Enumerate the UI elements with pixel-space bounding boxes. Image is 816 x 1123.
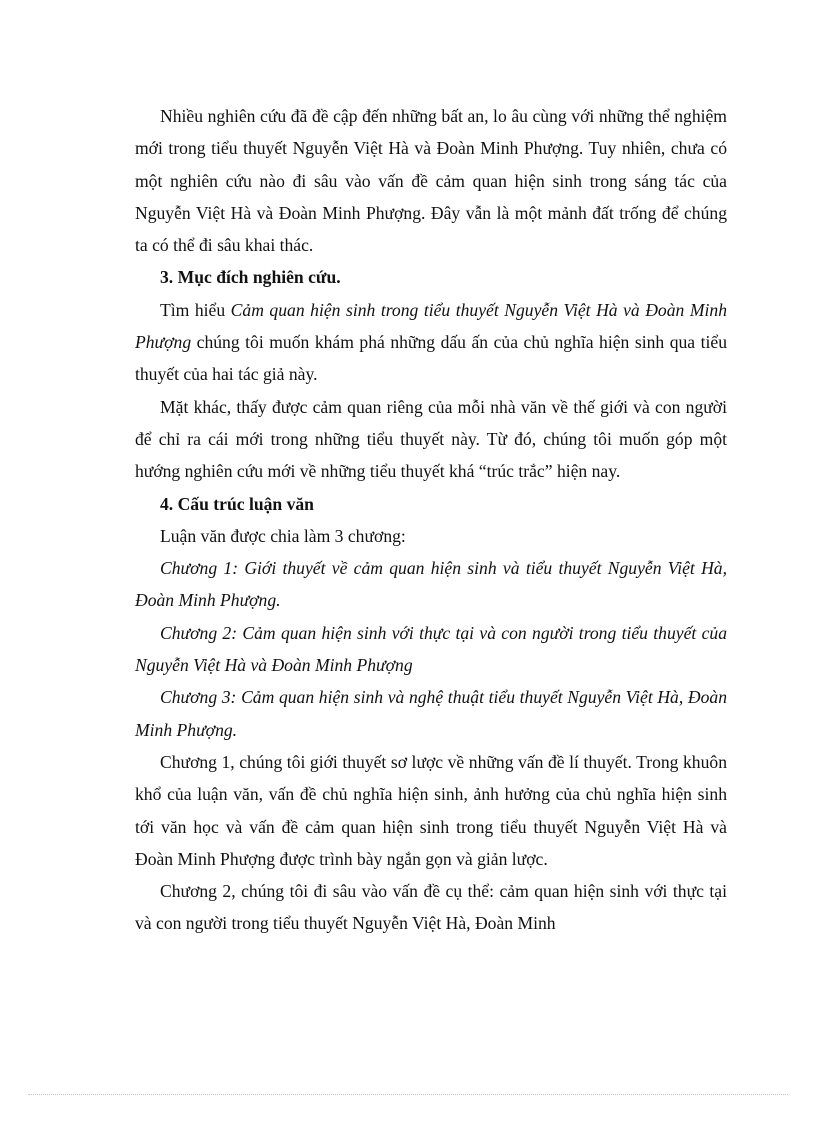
chapter-3-title: Chương 3: Cảm quan hiện sinh và nghệ thuật tiểu thuyết Nguyễn Việt Hà, Đoàn Minh Phượng. [135,687,727,740]
document-page [135,100,727,940]
page-bottom-divider [28,1094,788,1095]
paragraph-research-gap: Nhiều nghiên cứu đã đề cập đến những bất an, lo âu cùng với những thể nghiệm mới trong tiểu thuyết Nguyễn Việt Hà và Đoàn Minh Phượng. Tuy nhiên, chưa có một nghiên cứu nào đi sâu vào vấn đề cảm quan hiện sinh trong sáng tác của Nguyễn Việt Hà và Đoàn Minh Phượng. Đây vẫn là một mảnh đất trống để chúng ta có thể đi sâu khai thác. [135,106,727,256]
heading-research-purpose: 3. Mục đích nghiên cứu. [160,267,341,288]
purpose-lead-text: Tìm hiểu [160,299,231,320]
paragraph-chapter-1-summary: Chương 1, chúng tôi giới thuyết sơ lược về những vấn đề lí thuyết. Trong khuôn khổ của luận văn, vấn đề chủ nghĩa hiện sinh, ảnh hưởng của chủ nghĩa hiện sinh tới văn học và vấn đề cảm quan hiện sinh trong tiểu thuyết Nguyễn Việt Hà và Đoàn Minh Phượng được trình bày ngắn gọn và giản lược. [135,751,727,869]
heading-thesis-structure: 4. Cấu trúc luận văn [160,493,314,514]
paragraph-chapter-count: Luận văn được chia làm 3 chương: [160,525,406,546]
chapter-2-title: Chương 2: Cảm quan hiện sinh với thực tại và con người trong tiểu thuyết của Nguyễn Việt Hà và Đoàn Minh Phượng [135,622,727,676]
purpose-title-italic: Cảm quan hiện sinh trong tiểu thuyết Nguyễn Việt Hà và Đoàn Minh Phượng [135,299,727,353]
paragraph-research-purpose [135,294,727,391]
paragraph-purpose-detail: Mặt khác, thấy được cảm quan riêng của mỗi nhà văn về thế giới và con người để chỉ ra cái mới trong những tiểu thuyết này. Từ đó, chúng tôi muốn góp một hướng nghiên cứu mới về những tiểu thuyết khá “trúc trắc” hiện nay. [135,396,727,482]
paragraph-chapter-2-summary: Chương 2, chúng tôi đi sâu vào vấn đề cụ thể: cảm quan hiện sinh với thực tại và con người trong tiểu thuyết Nguyễn Việt Hà, Đoàn Minh [135,881,727,934]
purpose-rest-text: chúng tôi muốn khám phá những dấu ấn của chủ nghĩa hiện sinh qua tiểu thuyết của hai tác giả này. [135,332,727,385]
chapter-1-title: Chương 1: Giới thuyết về cảm quan hiện sinh và tiểu thuyết Nguyễn Việt Hà, Đoàn Minh Phượng. [135,558,727,611]
